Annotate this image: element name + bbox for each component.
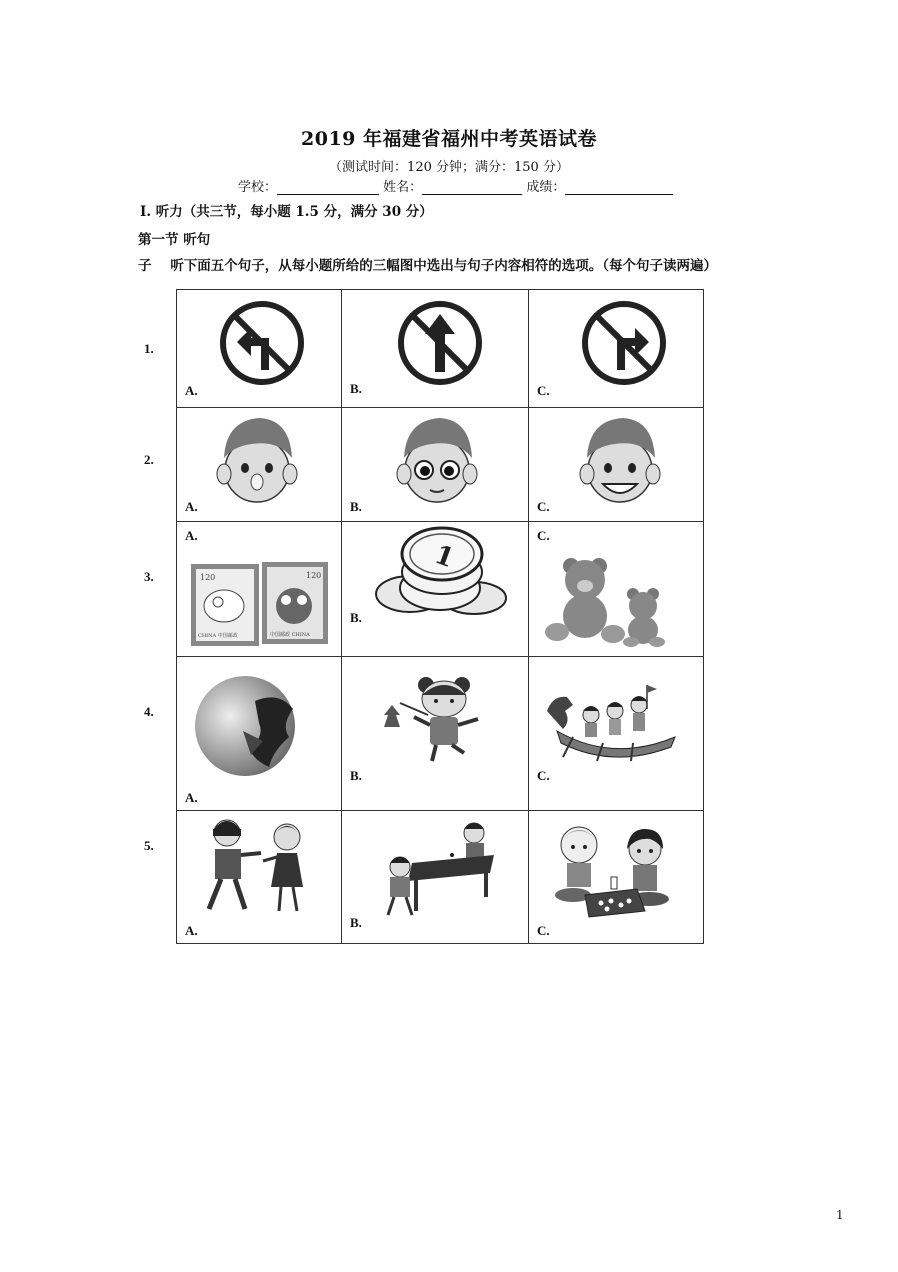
section-heading: I. 听力（共三节，每小题 1.5 分，满分 30 分）: [140, 204, 433, 220]
spring-festival-girl-icon: [366, 675, 496, 765]
stamp-caption: CHINA 中国邮政: [198, 633, 238, 639]
option-label: C.: [537, 768, 550, 783]
option-label: A.: [185, 383, 198, 398]
table-row: [177, 657, 704, 811]
option-cell[interactable]: [342, 290, 529, 408]
exam-subtitle: （测试时间：120 分钟；满分：150 分）: [329, 160, 569, 175]
option-label: B.: [350, 499, 362, 514]
listening-options-table: [176, 289, 704, 944]
option-cell[interactable]: [177, 811, 342, 944]
page-title: 2019 年福建省福州中考英语试卷: [301, 128, 597, 150]
option-cell[interactable]: [177, 290, 342, 408]
no-right-turn-sign-icon: [579, 298, 669, 388]
school-label: 学校：: [238, 180, 278, 195]
coins-icon: [370, 524, 510, 624]
option-label: C.: [537, 499, 550, 514]
option-label: B.: [350, 768, 362, 783]
option-cell[interactable]: [177, 522, 342, 657]
table-row: [177, 522, 704, 657]
option-cell[interactable]: [177, 408, 342, 522]
option-label: C.: [537, 528, 550, 543]
no-straight-sign-icon: [395, 298, 485, 388]
table-row: [177, 290, 704, 408]
stamp-value: 120: [306, 571, 322, 580]
score-blank[interactable]: [565, 180, 673, 195]
school-blank[interactable]: [277, 180, 379, 195]
option-cell[interactable]: [342, 657, 529, 811]
question-number: 2.: [144, 452, 154, 467]
option-cell[interactable]: [177, 657, 342, 811]
name-label: 姓名：: [383, 180, 423, 195]
option-label: A.: [185, 528, 198, 543]
page-number: 1: [836, 1208, 844, 1222]
part-title: 第一节 听句子: [138, 232, 211, 274]
stamps-icon: [190, 560, 330, 648]
dragon-boat-icon: [543, 681, 683, 765]
option-cell[interactable]: [529, 522, 704, 657]
option-cell[interactable]: [529, 408, 704, 522]
option-label: C.: [537, 383, 550, 398]
option-cell[interactable]: [529, 811, 704, 944]
no-left-turn-sign-icon: [217, 298, 307, 388]
option-label: B.: [350, 610, 362, 625]
student-info-line: [238, 176, 673, 195]
option-label: A.: [185, 923, 198, 938]
teddy-bears-icon: [543, 556, 667, 648]
boy-face-eyes-icon: [392, 410, 482, 506]
option-cell[interactable]: [342, 408, 529, 522]
stamp-caption: 中国邮政 CHINA: [270, 632, 310, 638]
table-tennis-icon: [382, 815, 502, 925]
score-label: 成绩：: [526, 180, 566, 195]
question-number: 1.: [144, 341, 154, 356]
part-instruction: [138, 227, 788, 279]
question-number: 3.: [144, 569, 154, 584]
table-row: [177, 408, 704, 522]
option-label: C.: [537, 923, 550, 938]
boy-face-nose-icon: [212, 410, 302, 506]
question-number: 4.: [144, 704, 154, 719]
name-blank[interactable]: [422, 180, 522, 195]
option-cell[interactable]: [342, 811, 529, 944]
moon-festival-icon: [193, 671, 313, 781]
option-cell[interactable]: [529, 290, 704, 408]
option-label: B.: [350, 381, 362, 396]
option-cell[interactable]: [529, 657, 704, 811]
coin-value: 1: [430, 539, 458, 575]
blindfold-game-icon: [199, 817, 319, 917]
option-cell[interactable]: [342, 522, 529, 657]
instruction-text: 听下面五个句子，从每小题所给的三幅图中选出与句子内容相符的选项。（每个句子读两遍）: [170, 258, 718, 274]
question-number: 5.: [144, 838, 154, 853]
option-label: B.: [350, 915, 362, 930]
option-label: A.: [185, 790, 198, 805]
stamp-value: 120: [200, 573, 216, 582]
boy-face-smile-icon: [575, 410, 665, 506]
table-row: [177, 811, 704, 944]
option-label: A.: [185, 499, 198, 514]
chess-players-icon: [549, 819, 679, 919]
